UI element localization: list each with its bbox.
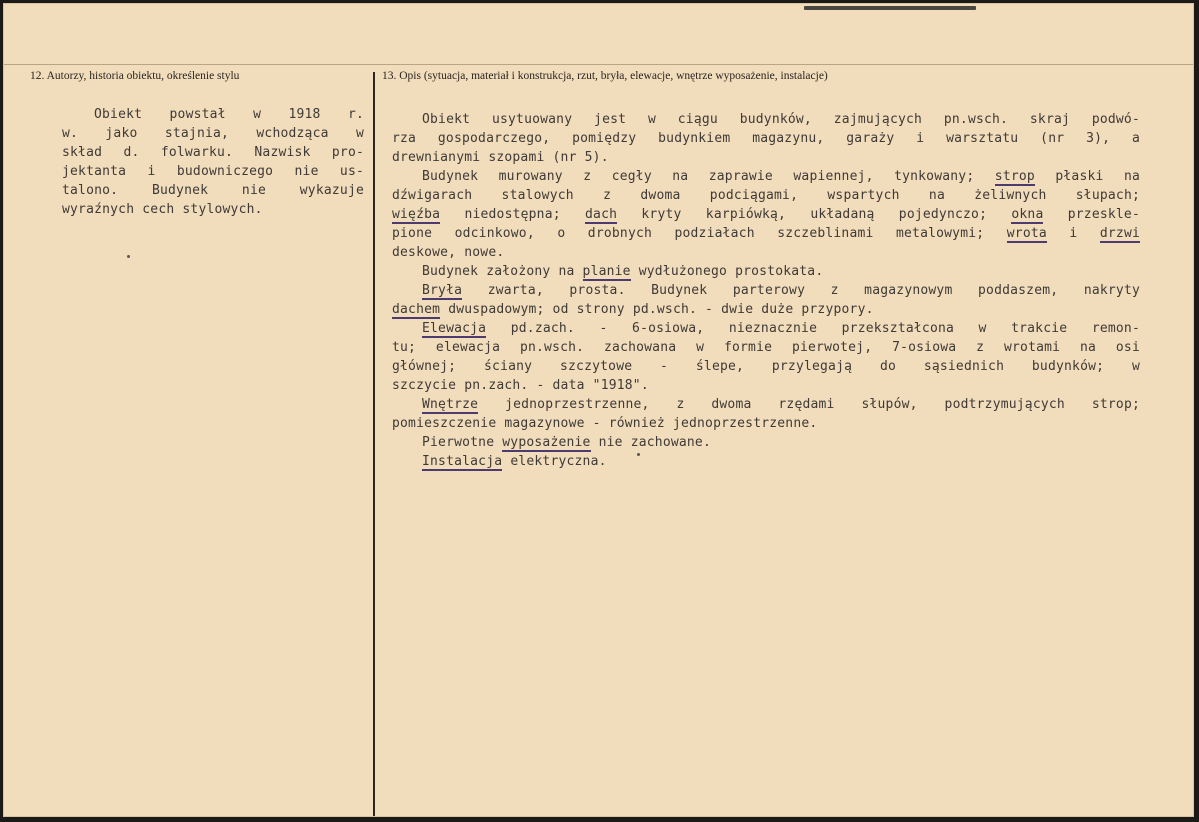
- header-rule: [4, 64, 1193, 65]
- history-line: wyraźnych cech stylowych.: [62, 202, 263, 217]
- description-line: rza gospodarczego, pomiędzy budynkiem magazynu, garaży i warsztatu (nr 3), a: [392, 131, 1140, 146]
- history-word: Obiekt: [94, 107, 143, 122]
- keyword-wiezba: więźba: [392, 207, 441, 222]
- history-line: [62, 105, 364, 124]
- description-line: głównej; ściany szczytowe - ślepe, przylegają do sąsiednich budynków; w: [392, 359, 1140, 374]
- description-line: [392, 395, 1140, 414]
- history-word: w: [253, 107, 262, 122]
- keyword-strop: strop: [994, 169, 1035, 184]
- description-line: [392, 281, 1140, 300]
- history-word: powstał: [169, 107, 226, 122]
- description-line: drewnianymi szopami (nr 5).: [392, 150, 609, 165]
- section-13-heading: 13. Opis (sytuacja, materiał i konstrukcja, rzut, bryła, elewacje, wnętrze wyposażenie, instalacje): [382, 70, 828, 82]
- keyword-bryla: Bryła: [422, 283, 463, 298]
- description-line: tu; elewacja pn.wsch. zachowana w formie pierwotej, 7-osiowa z wrotami na osi: [392, 340, 1140, 355]
- paper-speck: [637, 453, 640, 456]
- keyword-dachem: dachem: [392, 302, 441, 317]
- history-line: w. jako stajnia, wchodząca w: [62, 126, 364, 141]
- description-line: [392, 205, 1140, 224]
- section-12-heading: 12. Autorzy, historia obiektu, określenie stylu: [30, 70, 240, 82]
- description-fragment: dwuspadowym; od strony pd.wsch. - dwie duże przypory.: [448, 302, 874, 317]
- history-word: r.: [347, 107, 364, 122]
- keyword-planie: planie: [582, 264, 631, 279]
- description-fragment: wydłużonego prostokata.: [638, 264, 824, 279]
- description-line: [392, 452, 1140, 471]
- description-fragment: płaski na: [1055, 169, 1141, 184]
- description-fragment: Budynek murowany z cegły na zaprawie wapiennej, tynkowany;: [422, 169, 975, 184]
- description-fragment: pione odcinkowo, o drobnych podziałach szczeblinami metalowymi;: [392, 226, 985, 241]
- keyword-dach: dach: [585, 207, 618, 222]
- description-line: [392, 433, 1140, 452]
- description-fragment: zwarta, prosta. Budynek parterowy z magazynowym poddaszem, nakryty: [487, 283, 1141, 298]
- history-line: jektanta i budowniczego nie us-: [62, 164, 364, 179]
- keyword-drzwi: drzwi: [1099, 226, 1141, 241]
- keyword-wyposazenie: wyposażenie: [502, 435, 591, 450]
- keyword-okna: okna: [1011, 207, 1044, 222]
- description-text: [392, 110, 1140, 471]
- history-line: skład d. folwarku. Nazwisk pro-: [62, 145, 364, 160]
- description-line: deskowe, nowe.: [392, 245, 505, 260]
- history-word: 1918: [288, 107, 321, 122]
- description-line: [392, 167, 1140, 186]
- history-line: talono. Budynek nie wykazuje: [62, 183, 364, 198]
- paper-speck: [127, 255, 130, 258]
- description-fragment: Pierwotne: [422, 435, 495, 450]
- keyword-wnetrze: Wnętrze: [422, 397, 479, 412]
- description-fragment: elektryczna.: [510, 454, 607, 469]
- description-fragment: Budynek założony na: [422, 264, 575, 279]
- description-line: pomieszczenie magazynowe - również jednoprzestrzenne.: [392, 416, 818, 431]
- description-line: dźwigarach stalowych z dwoma podciągami, wspartych na żeliwnych słupach;: [392, 188, 1140, 203]
- top-edge-mark: [804, 6, 976, 10]
- description-fragment: niedostępna;: [464, 207, 561, 222]
- description-fragment: kryty karpiówką, układaną pojedynczo;: [641, 207, 988, 222]
- description-line: Obiekt usytuowany jest w ciągu budynków, zajmujących pn.wsch. skraj podwó-: [422, 112, 1140, 127]
- description-fragment: pd.zach. - 6-osiowa, nieznacznie przekształcona w trakcie remon-: [510, 321, 1140, 336]
- keyword-elewacja: Elewacja: [422, 321, 487, 336]
- description-line: [392, 319, 1140, 338]
- description-line: [392, 300, 1140, 319]
- description-fragment: przeskle-: [1067, 207, 1140, 222]
- keyword-wrota: wrota: [1006, 226, 1047, 241]
- description-line: [392, 224, 1140, 243]
- description-line: szczycie pn.zach. - data "1918".: [392, 378, 649, 393]
- column-divider: [373, 72, 375, 817]
- description-fragment: nie zachowane.: [598, 435, 711, 450]
- keyword-instalacja: Instalacja: [422, 454, 503, 469]
- description-fragment: i: [1069, 226, 1078, 241]
- inventory-card: [3, 3, 1194, 817]
- history-text: [62, 105, 364, 219]
- description-fragment: jednoprzestrzenne, z dwoma rzędami słupów, podtrzymujących strop;: [505, 397, 1140, 412]
- description-line: [392, 262, 1140, 281]
